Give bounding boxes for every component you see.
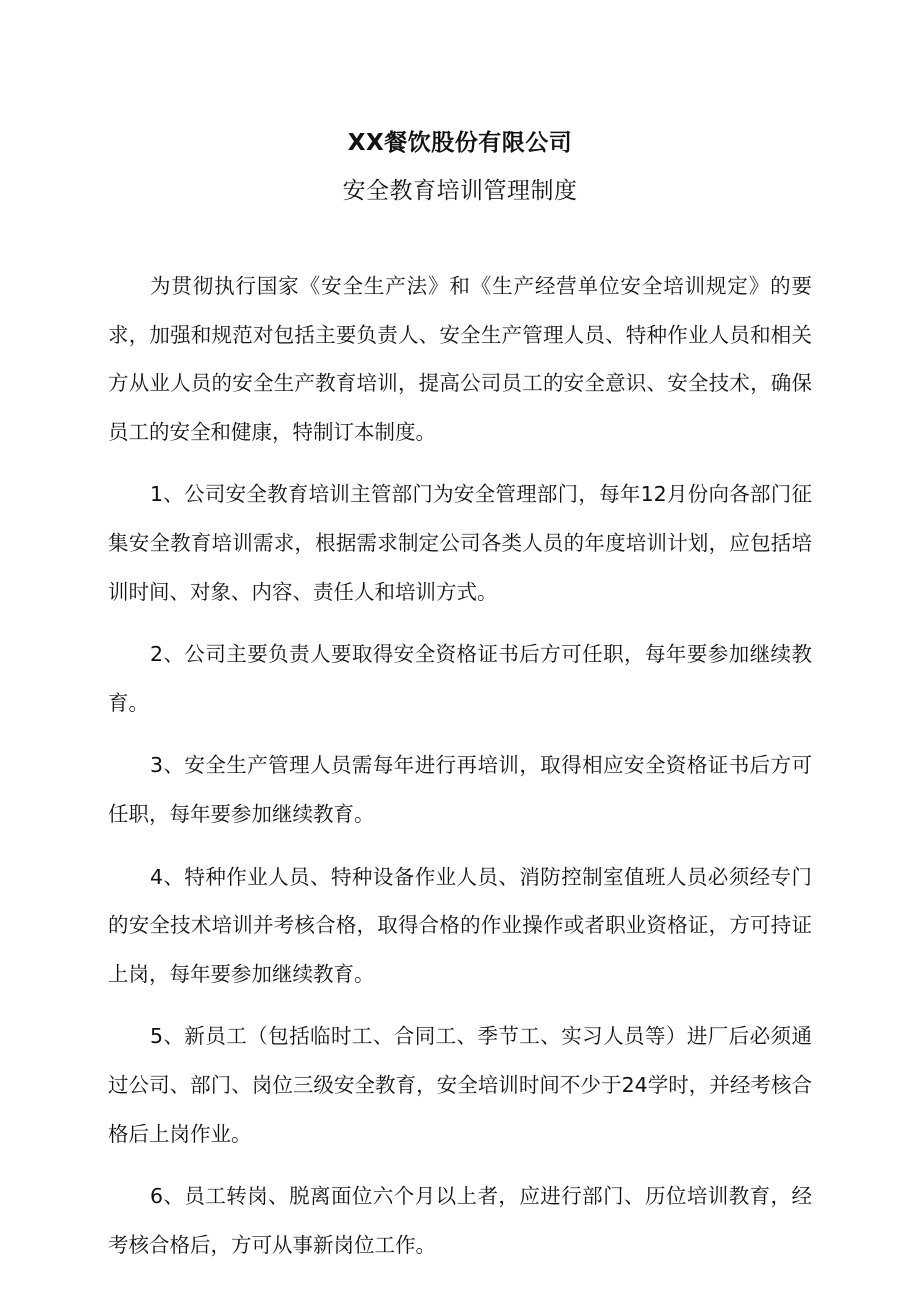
- clause-1-paragraph: 1、公司安全教育培训主管部门为安全管理部门，每年12月份向各部门征集安全教育培训需求，根据需求制定公司各类人员的年度培训计划，应包括培训时间、对象、内容、责任人和培训方式。: [108, 482, 812, 604]
- intro-paragraph: 为贯彻执行国家《安全生产法》和《生产经营单位安全培训规定》的要求，加强和规范对包括主要负责人、安全生产管理人员、特种作业人员和相关方从业人员的安全生产教育培训，提高公司员工的安全意识、安全技术，确保员工的安全和健康，特制订本制度。: [108, 274, 812, 444]
- document-title-company: XX餐饮股份有限公司: [347, 130, 573, 156]
- clause-2-paragraph: 2、公司主要负责人要取得安全资格证书后方可任职，每年要参加继续教育。: [108, 642, 812, 715]
- clause-5-paragraph: 5、新员工（包括临时工、合同工、季节工、实习人员等）进厂后必须通过公司、部门、岗位三级安全教育，安全培训时间不少于24学时，并经考核合格后上岗作业。: [108, 1024, 812, 1146]
- document-title-policy: 安全教育培训管理制度: [342, 178, 578, 204]
- document-body: [108, 262, 812, 1283]
- clause-6-paragraph: 6、员工转岗、脱离面位六个月以上者，应进行部门、历位培训教育，经考核合格后，方可从事新岗位工作。: [108, 1184, 812, 1257]
- clause-4-paragraph: 4、特种作业人员、特种设备作业人员、消防控制室值班人员必须经专门的安全技术培训并考核合格，取得合格的作业操作或者职业资格证，方可持证上岗，每年要参加继续教育。: [108, 864, 812, 986]
- clause-3-paragraph: 3、安全生产管理人员需每年进行再培训，取得相应安全资格证书后方可任职，每年要参加继续教育。: [108, 753, 812, 826]
